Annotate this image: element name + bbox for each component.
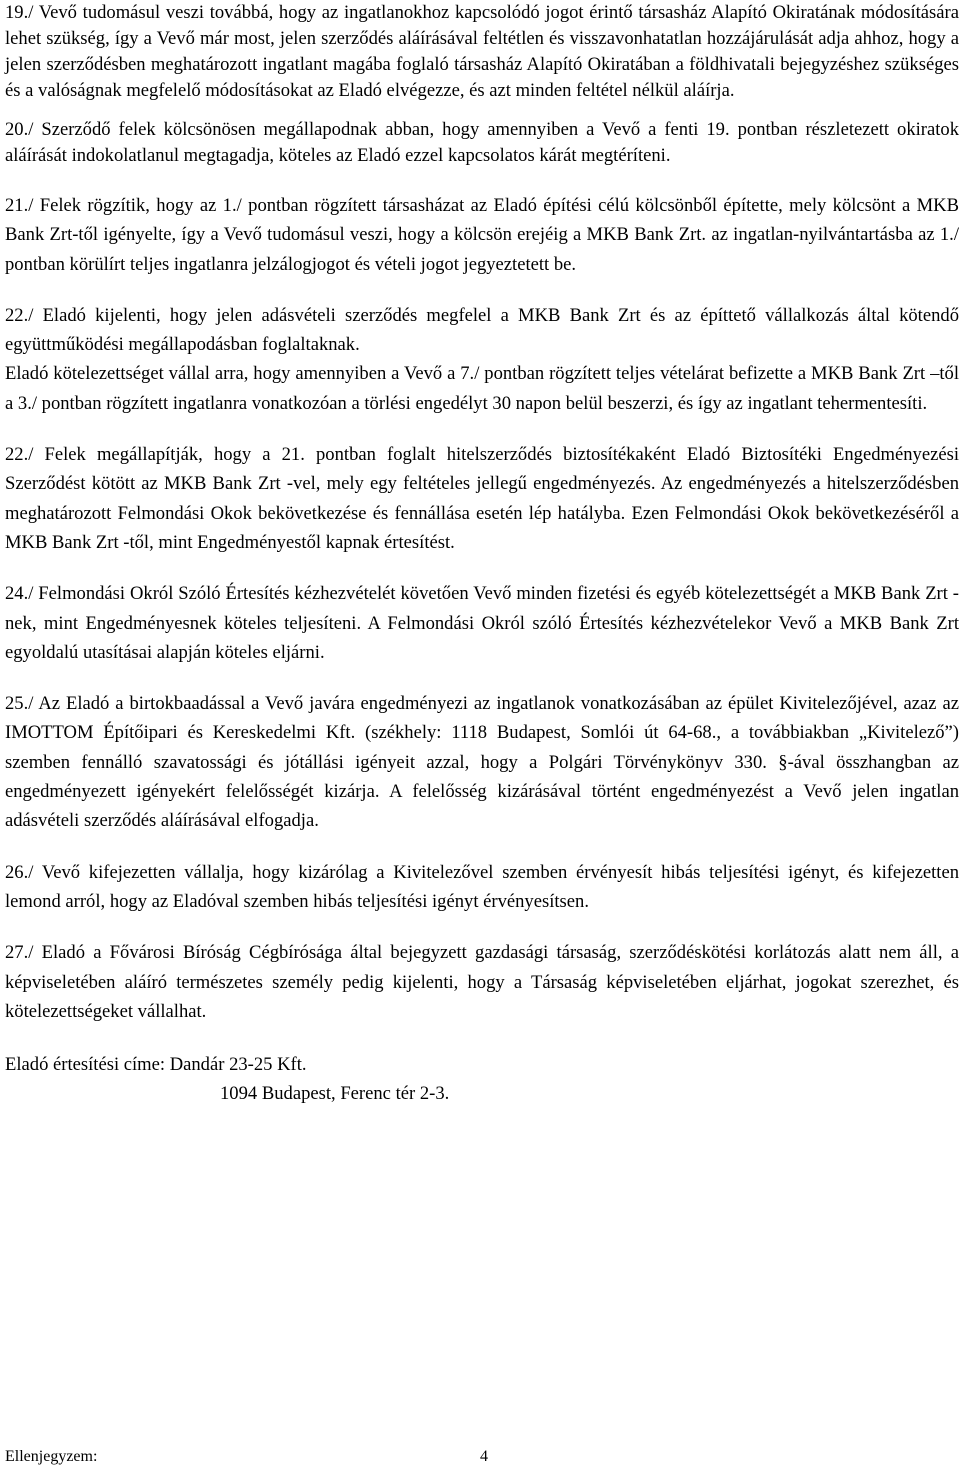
- address-line-1: Eladó értesítési címe: Dandár 23-25 Kft.: [5, 1054, 307, 1076]
- paragraph-22-continuation: Eladó kötelezettséget vállal arra, hogy amennyiben a Vevő a 7./ pontban rögzített teljes vételárat befizette a MKB Bank Zrt –től a 3./ pontban rögzített ingatlanra vonatkozóan a törlési engedélyt 30 napon belül beszerzi, és így az ingatlant tehermentesíti.: [5, 363, 959, 414]
- page-footer: [5, 1447, 488, 1467]
- paragraph-19: 19./ Vevő tudomásul veszi továbbá, hogy az ingatlanokhoz kapcsolódó jogot érintő társasház Alapító Okiratának módosítására lehet szükség, így a Vevő már most, jelen szerződés aláírásával feltétlen és visszavonhatatlan hozzájárulását adja ahhoz, hogy a jelen szerződésben meghatározott ingatlant magába foglaló társasház Alapító Okiratában a földhivatali bejegyzéshez szükséges és a valóságnak megfelelő módosításokat az Eladó elvégezze, és azt minden feltétel nélkül aláírja.: [5, 2, 959, 101]
- paragraph-25: 25./ Az Eladó a birtokbaadással a Vevő javára engedményezi az ingatlanok vonatkozásában az épület Kivitelezőjével, azaz az IMOTTOM Építőipari és Kereskedelmi Kft. (székhely: 1118 Budapest, Somlói út 64-68., a továbbiakban „Kivitelező”) szemben fennálló szavatossági és jótállási igényeit azzal, hogy a Polgári Törvénykönyv 330. §-ával összhangban az engedményezett igényekért felelősségét kizárja. A felelősség kizárásával történt engedményezést a Vevő jelen ingatlan adásvételi szerződés aláírásával elfogadja.: [5, 693, 959, 832]
- paragraph-20: 20./ Szerződő felek kölcsönösen megállapodnak abban, hogy amennyiben a Vevő a fenti 19. pontban részletezett okiratok aláírását indokolatlanul megtagadja, köteles az Eladó ezzel kapcsolatos kárát megtéríteni.: [5, 119, 959, 166]
- paragraph-27: 27./ Eladó a Fővárosi Bíróság Cégbírósága által bejegyzett gazdasági társaság, szerződéskötési korlátozás alatt nem áll, a képviseletében aláíró természetes személy pedig kijelenti, hogy a Társaság képviseletében eljárhat, jogokat szerezhet, és kötelezettségeket vállalhat.: [5, 942, 959, 1022]
- paragraph-21: 21./ Felek rögzítik, hogy az 1./ pontban rögzített társasházat az Eladó építési célú kölcsönből építette, mely kölcsönt a MKB Bank Zrt-től igényelte, így a Vevő tudomásul veszi, hogy a kölcsön erejéig a MKB Bank Zrt. az ingatlan-nyilvántartásba az 1./ pontban körülírt teljes ingatlanra jelzálogjogot és vételi jogot jegyeztetett be.: [5, 195, 959, 275]
- paragraph-24: 24./ Felmondási Okról Szóló Értesítés kézhezvételét követően Vevő minden fizetési és egyéb kötelezettségét a MKB Bank Zrt -nek, mint Engedményesnek köteles teljesíteni. A Felmondási Okról szóló Értesítés kézhezvételekor Vevő a MKB Bank Zrt egyoldalú utasításai alapján köteles eljárni.: [5, 583, 959, 663]
- paragraph-26: 26./ Vevő kifejezetten vállalja, hogy kizárólag a Kivitelezővel szemben érvényesít hibás teljesítési igényt, és kifejezetten lemond arról, hogy az Eladóval szemben hibás teljesítési igényt érvényesítsen.: [5, 861, 959, 912]
- paragraph-22-first: 22./ Eladó kijelenti, hogy jelen adásvételi szerződés megfelel a MKB Bank Zrt és az építtető vállalkozás által kötendő együttműködési megállapodásban foglaltaknak.: [5, 304, 959, 356]
- document-page: [5, 0, 959, 1108]
- address-block: [5, 1050, 959, 1108]
- page-number: 4: [480, 1448, 488, 1465]
- countersign-label: Ellenjegyzem:: [5, 1448, 98, 1465]
- address-line-2: 1094 Budapest, Ferenc tér 2-3.: [220, 1083, 450, 1105]
- paragraph-22-second: 22./ Felek megállapítják, hogy a 21. pontban foglalt hitelszerződés biztosítékaként Eladó Biztosítéki Engedményezési Szerződést kötött az MKB Bank Zrt -vel, mely egy feltételes jellegű engedményezés. Az engedményezés a hitelszerződésben meghatározott Felmondási Okok bekövetkezése és fennállása esetén lép hatályba. Ezen Felmondási Okok bekövetkezéséről a MKB Bank Zrt -től, mint Engedményestől kapnak értesítést.: [5, 444, 959, 553]
